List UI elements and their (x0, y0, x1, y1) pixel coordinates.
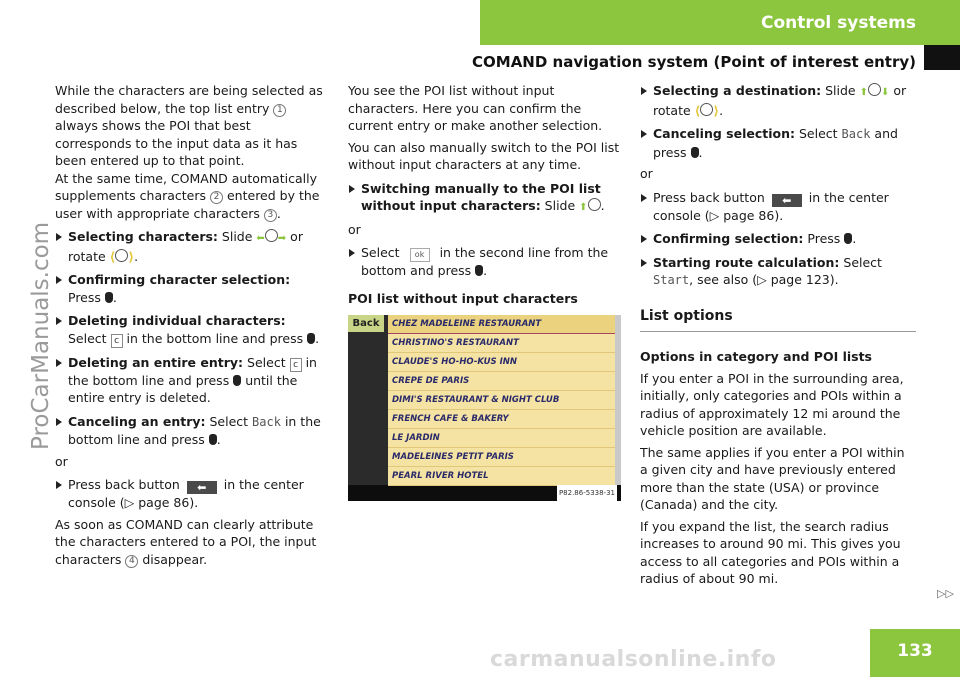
options-subheading: Options in category and POI lists (640, 349, 872, 364)
step-delete-entire (55, 354, 331, 407)
rotate-left-icon: ⟨ (109, 248, 116, 264)
step-label: Canceling selection: (653, 126, 795, 141)
poi-list-figure (348, 315, 621, 501)
step-back-button (55, 476, 331, 512)
step-confirm-character: Confirming character selection: Press . (55, 271, 331, 306)
step-text: Slide (544, 198, 576, 213)
step-label: Deleting an entire entry: (68, 354, 244, 370)
step-label: Deleting individual characters: (68, 313, 286, 328)
column-2 (348, 82, 624, 501)
page-heading: COMAND navigation system (Point of interest entry) (472, 53, 916, 71)
poi-back-softkey[interactable]: Back (348, 315, 384, 332)
poi-list-item[interactable]: MADELEINES PETIT PARIS (388, 448, 615, 467)
figure-code: P82.86-5338-31 (557, 485, 617, 501)
or-text: or (348, 221, 361, 237)
step-text-b: and press (653, 126, 898, 160)
poi-list-item[interactable]: LE JARDIN (388, 429, 615, 448)
step-text-c: ). (189, 495, 199, 510)
slide-up-icon: ⬆ (579, 202, 588, 213)
slide-right-icon: ➡ (277, 233, 287, 244)
ok-key-icon: ok (410, 248, 430, 262)
step-text: Press (68, 289, 101, 305)
start-softkey-label: Start (653, 273, 690, 287)
poi-intro-paragraph: You see the POI list without input characters. Here you can confirm the current entry or make another selection. (348, 83, 603, 133)
options-paragraph-2: The same applies if you enter a POI within a given city and have previously entered more than the state (USA) or province (Canada) and the city. (640, 444, 905, 512)
step-text-c: until the entire entry is deleted. (68, 372, 298, 405)
step-label: Canceling an entry: (68, 413, 206, 429)
step-text: Press back button (653, 189, 765, 205)
or-text: or (640, 166, 653, 181)
intro-text-b: always shows the POI that best corresponds to the input data as it has been entered up to that point. (55, 118, 298, 168)
callout-1-icon: 1 (273, 104, 286, 117)
step-text-c: ). (774, 207, 784, 223)
step-cancel-entry: Canceling an entry: Select Back in the bottom line and press . (55, 413, 331, 449)
controller-rotate-icon (115, 249, 128, 262)
step-label: Selecting a destination: (653, 83, 822, 98)
back-button-icon: ⬅ (187, 481, 217, 494)
step-text: Slide (221, 229, 253, 244)
step-label: Switching manually to the POI list without input characters: (361, 180, 601, 213)
page-number: 133 (870, 629, 960, 677)
step-text: Press (807, 231, 841, 246)
step-select-ok: Select ok in the second line from the bottom and press . (348, 244, 624, 280)
delete-key-icon: c (290, 358, 302, 372)
page-reference[interactable]: page 86 (723, 207, 775, 223)
poi-list-item[interactable]: CLAUDE'S HO-HO-KUS INN (388, 353, 615, 372)
section-title: Control systems (760, 12, 916, 33)
callout-4-icon: 4 (125, 555, 138, 568)
continued-marker: ▷▷ (937, 587, 954, 600)
intro-text-a: While the characters are being selected as described below, the top list entry (55, 83, 323, 116)
controller-press-icon (475, 265, 483, 276)
step-start-route (640, 254, 916, 290)
intro-paragraph (55, 82, 331, 222)
controller-icon (588, 198, 601, 211)
controller-press-icon (233, 375, 241, 386)
controller-press-icon (209, 434, 217, 445)
step-text: Select (361, 245, 400, 260)
controller-rotate-icon (700, 103, 713, 116)
page-reference[interactable]: page 123 (770, 272, 830, 287)
page-ref-arrow-icon: ▷ (757, 272, 767, 287)
delete-key-icon: c (111, 334, 123, 348)
step-text: Select (247, 354, 286, 370)
options-paragraph-3: If you expand the list, the search radius increases to around 90 mi. This gives you access to all categories and POIs within a radius of about 90 mi. (640, 518, 901, 586)
slide-down-icon: ⬇ (880, 87, 890, 98)
step-text-b: in the bottom line and press (68, 413, 321, 447)
slide-up-icon: ⬆ (859, 87, 868, 98)
options-paragraph-1: If you enter a POI in the surrounding area, initially, only categories and POIs within a radius of approximately 12 mi around the vehicle position are available. (640, 370, 904, 438)
controller-press-icon (307, 333, 315, 344)
step-delete-individual: Deleting individual characters: Select c in the bottom line and press . (55, 312, 331, 348)
step-text: Select (798, 126, 838, 141)
side-watermark-text: ProCarManuals.com (28, 221, 54, 450)
back-button-icon: ⬅ (772, 194, 802, 207)
list-options-heading: List options (640, 308, 916, 333)
figure-heading: POI list without input characters (348, 290, 578, 306)
poi-list-item[interactable]: PEARL RIVER HOTEL (388, 467, 615, 486)
intro-text-d: entered by the user with appropriate characters (55, 188, 320, 221)
step-text: Press back button (68, 477, 180, 492)
step-text-c: ). (829, 272, 839, 287)
step-text: Select (209, 413, 249, 429)
poi-list-item[interactable]: FRENCH CAFE & BAKERY (388, 410, 615, 429)
page-ref-arrow-icon: ▷ (124, 495, 135, 510)
poi-list-item[interactable]: CHRISTINO'S RESTAURANT (388, 334, 615, 353)
step-cancel-selection: Canceling selection: Select Back and press . (640, 125, 916, 161)
step-text-b: , see also ( (689, 272, 758, 287)
poi-softkey-panel (348, 315, 388, 485)
step-text-b: in the center console ( (653, 189, 889, 223)
page-ref-arrow-icon: ▷ (709, 207, 720, 223)
rotate-left-icon: ⟨ (694, 102, 701, 118)
callout-2-icon: 2 (210, 191, 223, 204)
controller-icon (265, 229, 278, 242)
poi-scrollbar[interactable] (615, 315, 621, 485)
poi-list-item[interactable]: CREPE DE PARIS (388, 372, 615, 391)
column-3 (640, 82, 916, 592)
controller-icon (868, 83, 881, 96)
step-text-b: in the bottom line and press (126, 330, 304, 346)
controller-press-icon (844, 233, 852, 244)
corner-marker (924, 45, 960, 70)
step-label: Confirming selection: (653, 231, 804, 246)
intro-text-c: At the same time, COMAND automatically supplements characters (55, 170, 317, 203)
step-text-b: or rotate (653, 83, 907, 118)
rotate-right-icon: ⟩ (713, 102, 720, 118)
step-text: Select (843, 254, 882, 270)
controller-press-icon (105, 292, 113, 303)
poi-manual-paragraph: You can also manually switch to the POI list without input characters at any time. (348, 139, 620, 172)
callout-3-icon: 3 (264, 209, 277, 222)
step-switch-manually: Switching manually to the POI list without input characters: Slide ⬆ . (348, 180, 624, 217)
section-tab (480, 0, 960, 45)
step-text: Select (68, 330, 107, 346)
step-label: Starting route calculation: (653, 254, 840, 270)
step-label: Confirming character selection: (68, 272, 291, 287)
step-text-b: in the center console ( (68, 477, 304, 510)
outro-text-b: disappear. (142, 551, 208, 567)
outro-paragraph (55, 516, 331, 569)
step-back-button (640, 189, 916, 225)
footer-watermark: carmanualsonline.info (490, 647, 777, 672)
back-softkey-label: Back (841, 127, 871, 141)
page-reference[interactable]: page 86 (138, 495, 190, 510)
step-confirm-selection: Confirming selection: Press . (640, 230, 916, 248)
intro-text-e: . (276, 205, 281, 221)
column-1 (55, 82, 331, 572)
step-text-b: in the bottom line and press (68, 354, 317, 388)
poi-list (388, 315, 615, 485)
step-label: Selecting characters: (68, 229, 218, 244)
step-text-b: in the second line from the bottom and press (361, 245, 609, 278)
step-selecting-characters: Selecting characters: Slide ⬅ ➡ or rotate ⟨ ⟩. (55, 228, 331, 265)
rotate-right-icon: ⟩ (128, 248, 135, 264)
step-text: Slide (825, 83, 856, 98)
poi-list-item[interactable]: CHEZ MADELEINE RESTAURANT (388, 315, 615, 334)
slide-left-right-icon: ⬅ (256, 233, 265, 244)
outro-text-a: As soon as COMAND can clearly attribute the characters entered to a POI, the input characters (55, 516, 317, 567)
back-softkey-label: Back (252, 414, 281, 429)
poi-list-item[interactable]: DIMI'S RESTAURANT & NIGHT CLUB (388, 391, 615, 410)
or-text: or (55, 453, 68, 469)
step-text-b: or rotate (68, 229, 303, 264)
controller-press-icon (691, 147, 699, 158)
step-select-destination: Selecting a destination: Slide ⬆ ⬇ or rotate ⟨ ⟩. (640, 82, 916, 119)
